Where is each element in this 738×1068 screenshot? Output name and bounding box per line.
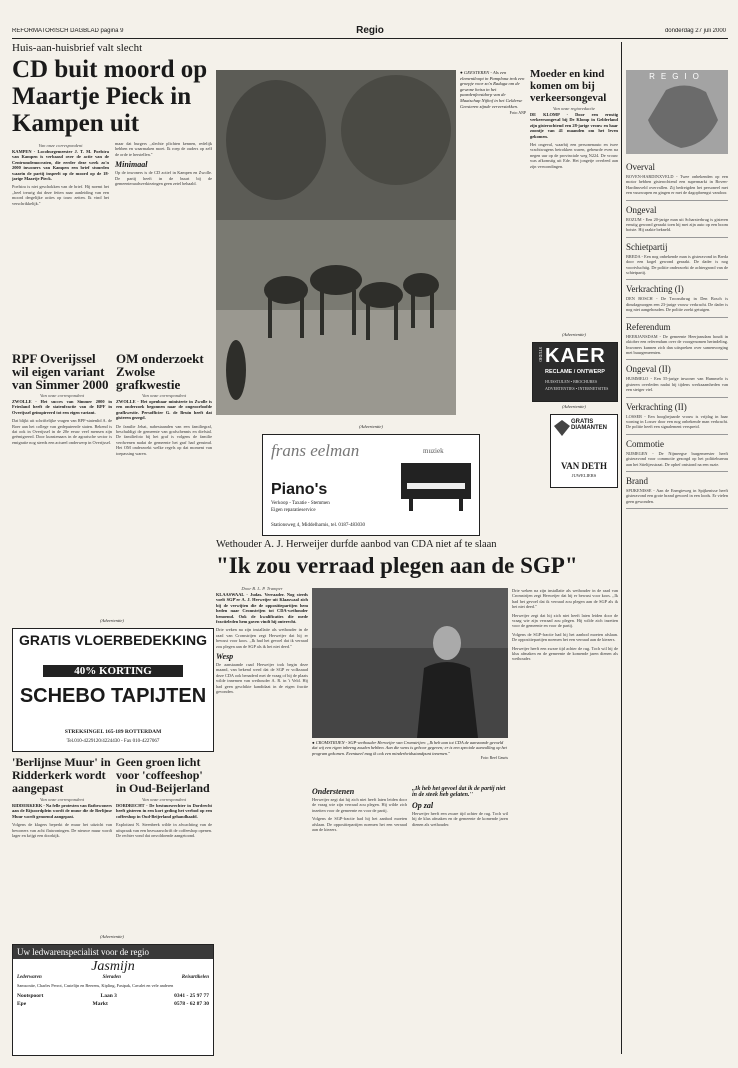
regio-item-rule	[626, 279, 728, 280]
coffee-article	[116, 756, 212, 932]
muur-body: Volgens de klagers beperkt de muur het uitzicht van bewoners van acht flatwoningen. De nieuwe muur wordt lager en krijgt een doorkijk.	[12, 822, 112, 839]
main-article-col4	[412, 784, 508, 1054]
diamond-name: VAN DETH	[560, 461, 608, 471]
main-headline: "Ik zou verraad plegen aan de SGP"	[216, 553, 578, 578]
regio-item-heading: Referendum	[626, 321, 671, 332]
main-body: Drie weken na zijn installatie als wethouder in de raad van Cromstrijen zegt Herweijer dat hij er bewust voor koos. ,,Ik had het gevoel dat ik verraad zou plegen aan de SGP als ik het niet deed.''	[512, 588, 618, 610]
jasmijn-ad[interactable]	[12, 944, 214, 1056]
main-body: Drie weken na zijn installatie als wethouder in de raad van Cromstrijen zegt Herweijer dat hij er bewust voor koos. ,,Ik had het gevoel dat ik verraad zou plegen aan de SGP als ik het niet deed.''	[216, 627, 308, 649]
regio-item-text: ROZUM - Een 20-jarige man uit Scharsterbrug is gisteren ernstig gewond geraakt toen hij met zijn auto op een boom botste. Hij raakte bekneld.	[626, 216, 728, 233]
main-body: Volgens de SGP-fractie had hij het aanbod moeten afslaan. De oppositiepartijen noemen het een verraad aan de kiezers.	[312, 816, 407, 833]
piano-icon	[401, 463, 471, 511]
jasmijn-col3: Reisartikelen	[181, 975, 209, 980]
main-body: De aanstaande raad Herweijer trok begin deze maand, van bekend werd dat de SGP er volksraad deze CDA ook benaderd met de vraag of hij de plaats wilde innemen van wethouder A. R. in 't Veld. Hij had geen geschikte kandidaat in de eigen fractie gevonden.	[216, 662, 308, 695]
herweijer-photo	[312, 588, 508, 738]
om-body: De familie Jehat, nabestaanden van een familiegraf, beschuldigt de gemeente van grafschennis en diefstal. De familiefoto bij het graf is volgens de familie verdwenen nadat de gemeente het graf had geruimd. Het OM onderzoekt welke regels op dat moment van toepassing waren.	[116, 423, 212, 456]
kaer-ad[interactable]	[532, 342, 618, 402]
header-left: REFORMATORISCH DAGBLAD pagina 9	[12, 28, 124, 34]
jasmijn-row2-street: Markt	[92, 1001, 108, 1008]
diamond-ad-label: (Advertentie)	[562, 404, 586, 409]
kampen-lead: KAMPEN - Locoburgemeester J. T. M. Poelstra van Kampen is verbaasd over de actie van de Centrumdemocraten, die eerder deze week zo'n 2000 inwoners van Kampen een brief stuurden waarin de partij inspeelt op de moord op de 18-jarige Maartje Pieck.	[12, 149, 109, 182]
jasmijn-col2: Sieraden	[102, 975, 121, 980]
regio-item-rule	[626, 508, 728, 509]
regio-item-text: NIJMEGEN - De Nijmeegse burgemeester heeft gisteravond voor commotie gezorgd op het politiebureau aan het Stieltjesstraat. De ophef ontstond na een ruzie.	[626, 450, 728, 467]
piano-ad-tag: muziek	[423, 447, 444, 455]
kaer-sub2: ADVERTENTIES • INTERNETSITES	[545, 386, 609, 391]
main-article-col5	[512, 588, 618, 1054]
jasmijn-row1-place: Nootspoort	[17, 993, 44, 1000]
muur-headline: 'Berlijnse Muur' in Ridderkerk wordt aangepast	[12, 756, 111, 795]
main-lead: KLAASWAAL - Judas. Verraader. Nog steeds voelt SGP'er A. J. Herweijer uit Klaaswaal zich bij de verwijten die de oppositiepartijen hem heden naar Cromstrijen tot CDA-wethouder benoemd. Ook de kwalificaties die mede fractieleden hem gaven vindt hij onterecht.	[216, 592, 308, 625]
rpf-headline: RPF Overijssel wil eigen variant van Simmer 2000	[12, 352, 109, 392]
main-byline: Door B. L. P. Tramper	[241, 586, 283, 591]
kampen-headline: CD buit moord op Maartje Pieck in Kampen uit	[12, 56, 208, 137]
piano-ad-sub: Verkoop - Taxatie - Stemmen	[271, 501, 330, 506]
kaer-studio: STUDIO	[538, 347, 543, 362]
regio-item-text: BREDA - Een nog onbekende man is gisteravond in Breda door een kogel gewond geraakt. De dader is nog voortvluchtig. De politie onderzoekt de achtergrond van de schietpartij.	[626, 253, 728, 276]
piano-ad-sub2: Eigen reparatieservice	[271, 508, 316, 513]
kaer-name: KAER	[545, 345, 606, 367]
schebo-ad-label: (Advertentie)	[100, 618, 124, 623]
jasmijn-banner: Uw ledwarenspecialist voor de regio	[13, 945, 213, 959]
main-subhead: Wesp	[216, 652, 234, 662]
om-lead: ZWOLLE - Het openbaar ministerie in Zwolle is een onderzoek begonnen naar de ongeoorloofde grafkwestie. Persofficier G. de Bruin heeft dat gisteren gezegd.	[116, 399, 212, 421]
diamond-tag: JUWELIERS	[571, 473, 597, 478]
regio-logo	[626, 70, 728, 154]
muur-byline: Van onze correspondent	[40, 797, 84, 802]
regio-item-heading: Commotie	[626, 438, 664, 449]
piano-ad-product: Piano's	[271, 481, 328, 498]
schebo-address: STREKSINGEL 165-189 ROTTERDAM	[64, 729, 162, 735]
rpf-article	[12, 352, 112, 632]
kampen-body: Poelstra is niet geschokken van de brief. Hij noemt het ,,heel treurig dat deze feiten naar aanleiding van een moord dergelijke acties op touw zetten. Ik vind het verschrikkelijk.''	[12, 184, 109, 206]
herweijer-credit: Foto: Reef Geurts	[480, 755, 508, 760]
main-subhead: Onderstenen	[312, 787, 355, 796]
diamond-icon	[553, 419, 571, 437]
regio-item-text: DEN BOSCH - De Troosstbrug in Den Bosch is dinsdagmorgen een 23-jarige vrouw verkracht. De dader is nog niet aangehouden. De politie zoekt getuigen.	[626, 296, 728, 313]
kampen-body: maar dat burgers ,,slechte plichten kennen, redelijk hebben en waarmaken moet. Ik roep de ouders op zelf de orde te herstellen.''	[115, 141, 212, 157]
diamond-ad[interactable]	[550, 414, 618, 488]
regio-item-rule	[626, 200, 728, 201]
jasmijn-row2-phone: 0578 - 62 87 30	[174, 1001, 209, 1008]
kampen-subhead: Minimaal	[115, 160, 148, 170]
regio-item-rule	[626, 471, 728, 472]
main-body: Volgens de SGP-fractie had hij het aanbod moeten afslaan. De oppositiepartijen noemen het een verraad aan de kiezers.	[512, 631, 618, 643]
moeder-headline: Moeder en kind komen om bij verkeersongeval	[530, 68, 607, 104]
regio-list	[626, 158, 728, 1054]
regio-item-heading: Ongeval	[626, 204, 657, 215]
coffee-headline: Geen groen licht voor 'coffeeshop' in Oud-Beijerland	[116, 756, 210, 795]
kampen-kicker: Huis-aan-huisbrief valt slecht	[12, 42, 143, 54]
photo-caption-block	[460, 70, 526, 415]
main-body: Herweijer zegt dat hij zich niet heeft laten leiden door de vraag wie zijn verraad zou plegen. Hij wilde zich inzetten voor de gemeente en voor de partij.	[312, 797, 407, 813]
main-body: Herweijer heeft een zware tijd achter de rug. Toch wil hij de klus afmaken en de gemeente de komende jaren dienen als wethouder.	[512, 645, 618, 662]
main-subhead: Op zal	[412, 801, 434, 810]
schebo-phone: Tel.010-4229120/4224430 - Fax 010-4227067	[66, 739, 160, 744]
regio-item-heading: Brand	[626, 475, 648, 486]
kampen-article	[12, 42, 212, 342]
om-article	[116, 352, 212, 632]
regio-item-rule	[626, 434, 728, 435]
kaer-sub1: HUISSTIJLEN • BROCHURES	[545, 379, 598, 384]
main-body: Herweijer heeft een zware tijd achter de rug. Toch wil hij de klus afmaken en de gemeente de komende jaren dienen als wethouder.	[412, 811, 508, 827]
main-article-col3	[312, 784, 407, 1054]
jasmijn-ad-label: (Advertentie)	[100, 934, 124, 939]
kaer-ad-label: (Advertentie)	[562, 332, 586, 337]
main-caption-block	[312, 740, 508, 780]
herweijer-caption: ● CROMSTRIJEN - SGP-wethouder Herweijer van Cromstrijen: ,,Ik heb aan tot CDA de aanvaarde gevoeld dat wij een rigen inbreng zouden hebben. Aan die wens is gehoor gegeven; er is een speciale aanvulling op het program gekomen. Eventueel mag ik ook een minderheidsstandpunt innemen.''	[312, 740, 507, 756]
regio-item-rule	[626, 237, 728, 238]
jasmijn-row2-place: Epe	[17, 1001, 27, 1008]
regio-item-text: LOSSER - Een hoogbejaarde vrouw is vrijdag in haar woning in Losser door een nog onbekende man verkracht. De politie heeft een signalement verspreid.	[626, 413, 728, 430]
main-body: Herweijer zegt dat hij zich niet heeft laten leiden door de vraag wie zijn verraad zou plegen. Hij wilde zich inzetten voor de gemeente en voor de partij.	[512, 612, 618, 629]
main-article-col1	[216, 584, 308, 1054]
regio-item-heading: Verkrachting (I)	[626, 284, 684, 295]
jasmijn-row1-street: Laan 3	[100, 993, 117, 1000]
main-quote: ,,Ik heb het gevoel dat ik de partij niet in de steek heb gelaten.''	[412, 786, 506, 798]
rpf-body: Dat blijkt uit schriftelijke vragen van RPF-statenlid A. de Boer aan het college van gedeputeerde staten. Bekend is dat ook in Overijssel in de 20e eeuw veel mensen zijn geëmigreerd. Door kunstenaars in de agrarische sector is emigratie nog steeds een actueel onderwerp in Overijssel.	[12, 418, 112, 445]
jasmijn-row1-phone: 0341 - 25 97 77	[174, 993, 209, 1000]
regio-item-text: HUMMELO - Een 55-jarige inwoner van Hummelo is gisteren overleden nadat hij tijdens werkzaamheden van een steiger viel.	[626, 376, 728, 393]
om-byline: Van onze correspondent	[142, 393, 186, 398]
coffee-lead: DORDRECHT - De bestuursrechter in Dordrecht heeft gisteren in een kort geding het verbod op een coffeeshop in Oud-Beijerland gehandhaafd.	[116, 803, 212, 819]
muur-article	[12, 756, 112, 932]
regio-item-rule	[626, 359, 728, 360]
main-kicker: Wethouder A. J. Herweijer durfde aanbod van CDA niet af te slaan	[216, 539, 497, 550]
regio-item-rule	[626, 397, 728, 398]
jasmijn-col1: Lederwaren	[17, 975, 42, 980]
regio-item-rule	[626, 317, 728, 318]
diamond-title: GRATIS DIAMANTEN	[571, 419, 607, 431]
regio-item-heading: Overval	[626, 162, 655, 172]
regio-item-text: HEERJANSDAM - De gemeente Heerjansdam houdt in oktober een referendum over de voorgenomen herindeling. Inwoners kunnen zich dan uitspreken over samenvoeging met buurgemeenten.	[626, 333, 728, 355]
kaer-line: RECLAME / ONTWERP	[545, 369, 605, 375]
horses-caption: ● GEESTEREN - Als een elementloopt in Pamplona trok een groepje voor zo'n Raduga om de gewone heisa in het paardenfeestdorp van de Maatschap Nijhof in het Gelderse Geesteren zijnde ververstekken.	[460, 70, 525, 109]
om-headline: OM onderzoekt Zwolse grafkwestie	[116, 352, 204, 392]
piano-ad[interactable]	[262, 434, 480, 536]
schebo-title: GRATIS VLOERBEDEKKING	[19, 632, 207, 648]
kampen-byline: Van onze correspondent	[38, 143, 83, 148]
header-rule	[12, 38, 728, 39]
kampen-body: Op de inwoners is de CD actief in Kampen en Zwolle. De partij heeft in de buurt bij de gemeenteraadsverkiezingen geen zetel behaald.	[115, 170, 212, 187]
moeder-lead: DE KLOMP - Door een ernstig verkeersongeval bij De Klomp in Gelderland zijn gisterochtend een 28-jarige vrouw en haar zoontje van 41 maanden om het leven gekomen.	[530, 112, 618, 139]
rpf-byline: Van onze correspondent	[40, 393, 84, 398]
horses-credit: Foto: ANP	[509, 111, 526, 116]
schebo-brand: SCHEBO TAPIJTEN	[19, 685, 207, 707]
regio-map-icon	[626, 70, 728, 154]
regio-logo-text: REGIO	[649, 72, 705, 81]
regio-divider	[621, 42, 622, 1054]
piano-ad-brand: frans eelman	[271, 441, 360, 460]
coffee-body: Exploitant N. Steenbeek wilde in afwachting van de uitspraak van een bezwaarschrift de coffeeshop openen. De rechter vond dat onvoldoende aangetoond.	[116, 822, 212, 839]
rpf-lead: ZWOLLE - Het succes van Simmer 2000 in Friesland heeft de statenfractie van de RPF in Overijssel geïnspireerd tot een eigen variant.	[12, 399, 112, 415]
regio-item-heading: Verkrachting (II)	[626, 401, 687, 412]
header-date: donderdag 27 juli 2000	[664, 28, 726, 34]
piano-ad-address: Stationsweg 4, Middelharnis, tel. 0187-483030	[271, 523, 366, 528]
schebo-offer: 40% KORTING	[43, 665, 183, 677]
herweijer-photo-image	[312, 588, 508, 738]
schebo-ad[interactable]	[12, 628, 214, 752]
horses-photo	[216, 70, 456, 415]
moeder-body: Het ongeval, waarbij een personenauto en twee vrachtwagens betrokken waren, gebeurde even na negen uur op de provinciale weg N224. De vrouw was afkomstig uit Ede. Het jongetje overleed aan zijn verwondingen.	[530, 142, 618, 169]
moeder-article	[530, 68, 618, 330]
regio-item-text: SPIJKENISSE - Aan de Energieweg in Spijkenisse heeft gisteravond een grote brand gewoed in een loods. Er vielen geen gewonden.	[626, 487, 728, 504]
regio-item-text: BOVEN-HARDINXVELD - Twee onbekenden op een motor hebben gisterochtend een supermarkt in Boven-Hardinxveld overvallen. Zij bedreigden het personeel met een vuurwapen en gingen er met de dagopbrengst vandoor.	[626, 174, 728, 196]
regio-item-heading: Ongeval (II)	[626, 364, 671, 375]
horses-photo-image	[216, 70, 456, 415]
section-title: Regio	[356, 25, 384, 36]
coffee-byline: Van onze correspondent	[142, 797, 186, 802]
jasmijn-brands: Samsonite, Charles Perrot, Castelijn en Beerens, Kipling, Fastpak, Cavalet en vele anderen	[17, 983, 174, 988]
regio-item-heading: Schietpartij	[626, 241, 668, 252]
moeder-byline: Van onze regioredactie	[552, 106, 595, 111]
muur-lead: RIDDERKERK - Na felle protesten van flatbewoners aan de Rijsoordplein wordt de muur die de Berlijnse Muur wordt genoemd aangepast.	[12, 803, 112, 819]
ad-label: (Advertentie)	[359, 424, 383, 429]
jasmijn-name: Jasmijn	[91, 959, 135, 974]
